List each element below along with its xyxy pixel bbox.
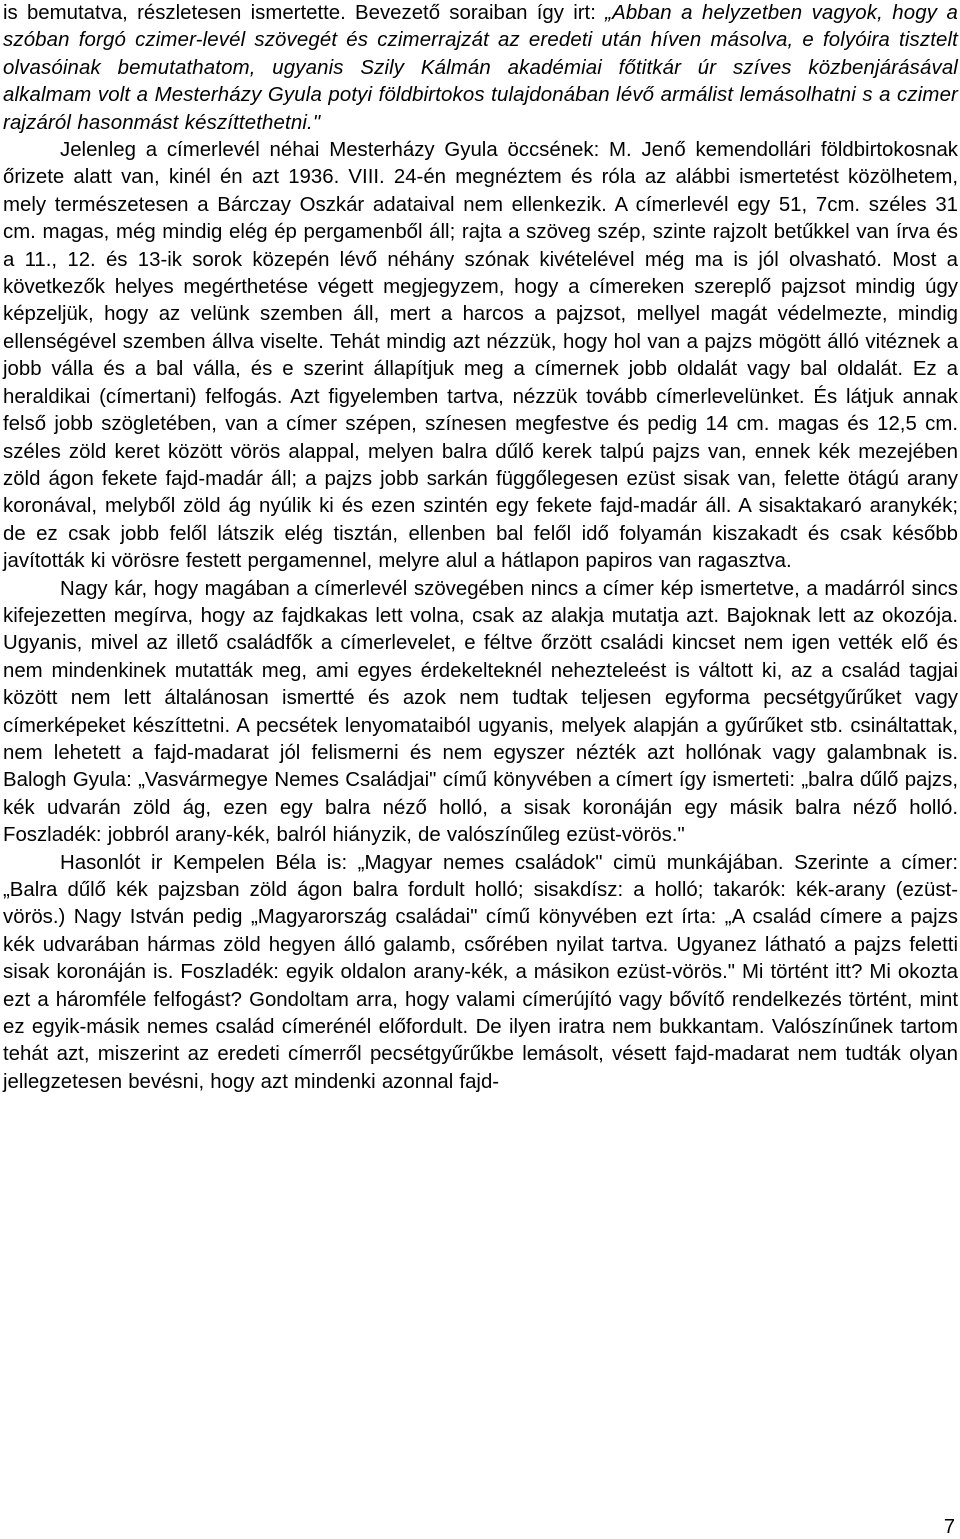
document-page: [3, 0, 958, 1096]
paragraph-armalis-description: Jelenleg a címerlevél néhai Mesterházy Gyula öccsének: M. Jenő kemendollári földbirtokosnak őrizete alatt van, kinél én azt 1936. VIII. 24-én megnéztem és róla az alábbi ismertetést közölhetem, mely természetesen a Bárczay Oszkár adataival nem ellenkezik. A címerlevél egy 51, 7cm. széles 31 cm. magas, még mindig elég ép pergamenből áll; rajta a szöveg szép, szinte rajzolt betűkkel van írva és a 11., 12. és 13-ik sorok közepén lévő néhány szónak kivételével még ma is jól olvasható. Most a következők helyes megérthetése végett megjegyzem, hogy a címereken szereplő pajzsot mindig úgy képzeljük, hogy az velünk szemben áll, mert a harcos a pajzsot, mellyel magát védelmezte, mindig ellenségével szemben állva viselte. Tehát mindig azt nézzük, hogy hol van a pajzs mögött álló vitéznek a jobb válla és a bal válla, és e szerint állapítjuk meg a címernek jobb oldalát vagy bal oldalát. Ez a heraldikai (címertani) felfogás. Azt figyelemben tartva, nézzük tovább címerlevelünket. És látjuk annak felső jobb szögletében, van a címer szépen, színesen megfestve és pedig 14 cm. magas és 12,5 cm. széles zöld keret között vörös alappal, melyen balra dűlő kerek talpú pajzs van, ennek kék mezejében zöld ágon fekete fajd-madár áll; a pajzs jobb sarkán függőlegesen ezüst sisak van, felette ötágú arany koronával, melyből zöld ág nyúlik ki és ezen szintén egy fekete fajd-madár áll. A sisaktakaró aranykék; de ez csak jobb felől látszik elég tisztán, ellenben bal felől idő folyamán kiszakadt és csak később javították ki vörösre festett pergamennel, melyre alul a hátlapon papiros van ragasztva.: [3, 139, 958, 573]
page-number: 7: [943, 1516, 955, 1538]
paragraph-intro-lead: is bemutatva, részletesen ismertette. Bevezető soraiban így irt:: [3, 2, 606, 24]
paragraph-intro: [3, 0, 958, 137]
paragraph-missing-description: Nagy kár, hogy magában a címerlevél szövegében nincs a címer kép ismertetve, a madárról sincs kifejezetten megírva, hogy az fajdkakas lett volna, csak az alakja mutatja azt. Bajoknak lett az okozója. Ugyanis, mivel az illető családfők a címerlevelet, e féltve őrzött családi kincset nem igen vették elő és nem mindenkinek mutatták meg, ami egyes érdekelteknél nehezteleést is váltott ki, az a család tagjai között nem lett általánosan ismertté és azok nem tudtak teljesen egyforma pecsétgyűrűket vagy címerképeket készíttetni. A pecsétek lenyomataiból ugyanis, melyek alapján a gyűrűket stb. csináltattak, nem lehetett a fajd-madarat jól felismerni és nem egyszer nézték azt hollónak vagy galambnak is. Balogh Gyula: „Vasvármegye Nemes Családjai" című könyvében a címert így ismerteti: „balra dűlő pajzs, kék udvarán zöld ág, ezen egy balra néző holló, a sisak koronáján egy másik balra néző holló. Foszladék: jobbról arany-kék, balról hiányzik, de valószínűleg ezüst-vörös.": [3, 577, 958, 847]
paragraph-intro-quote: „Abban a helyzetben vagyok, hogy a szóban forgó czimer-levél szövegét és czimerrajzát az eredeti után híven másolva, e folyóira tisztelt olvasóinak bemutathatom, ugyanis Szily Kálmán akadémiai főtitkár úr szíves közbenjárásával alkalmam volt a Mesterházy Gyula potyi földbirtokos tulajdonában lévő armálist lemásolhatni s a czimer rajzáról hasonmást készíttethetni.": [3, 2, 959, 134]
paragraph-other-sources: Hasonlót ir Kempelen Béla is: „Magyar nemes családok" cimü munkájában. Szerinte a címer: „Balra dűlő kék pajzsban zöld ágon balra fordult holló; sisakdísz: a holló; takarók: kék-arany (ezüst-vörös.) Nagy István pedig „Magyarország családai" című könyvében ezt írta: „A család címere a pajzs kék udvarában hármas zöld hegyen álló galamb, csőrében nyilat tartva. Ugyanez látható a pajzs feletti sisak koronáján is. Foszladék: egyik oldalon arany-kék, a másikon ezüst-vörös." Mi történt itt? Mi okozta ezt a háromféle felfogást? Gondoltam arra, hogy valami címerújító vagy bővítő rendelkezés történt, mint ez egyik-másik nemes család címerénél előfordult. De ilyen iratra nem bukkantam. Valószínűnek tartom tehát azt, miszerint az eredeti címerről pecsétgyűrűkbe lemásolt, vésett fajd-madarat nem tudták olyan jellegzetesen bevésni, hogy azt mindenki azonnal fajd-: [3, 851, 958, 1093]
